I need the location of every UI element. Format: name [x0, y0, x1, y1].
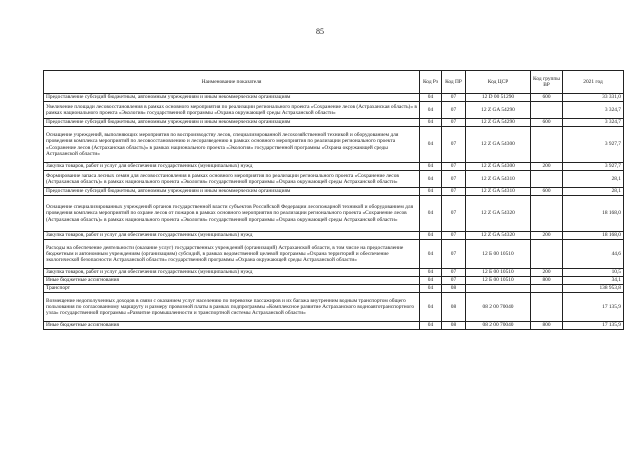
row-code-rz: 04 — [420, 127, 442, 163]
row-name: Иные бюджетные ассигнования — [44, 277, 420, 285]
row-code-vr: 600 — [531, 94, 563, 102]
row-code-csr: 08 2 00 70040 — [466, 322, 531, 330]
table-row — [44, 293, 624, 322]
row-code-pr: 07 — [442, 269, 466, 277]
row-code-vr — [531, 127, 563, 163]
row-code-rz: 04 — [420, 163, 442, 171]
row-amount-2021: 28,1 — [563, 188, 624, 196]
row-code-rz: 04 — [420, 293, 442, 322]
row-code-pr: 07 — [442, 119, 466, 127]
row-amount-2021: 33 331,0 — [563, 94, 624, 102]
row-name: Оснащение учреждений, выполняющих мероприятия по воспроизводству лесов, специализированной лесохозяйственной техникой и оборудованием для проведения комплекса мероприятий по лесовосстановлению и лесоразведению в рамках основного мероприятия по реализации регионального проекта «Сохранение лесов (Астраханская область)» в рамках национального проекта «Экология» государственной программы «Охрана окружающей среды Астраханской области» — [44, 127, 420, 163]
header-name: Наименование показателя — [44, 71, 420, 94]
row-code-vr — [531, 102, 563, 119]
table-row — [44, 102, 624, 119]
table-row — [44, 322, 624, 330]
row-code-vr — [531, 293, 563, 322]
row-code-pr: 08 — [442, 322, 466, 330]
row-name: Предоставление субсидий бюджетным, автономным учреждениям и иным некоммерческим организациям — [44, 188, 420, 196]
header-year-2021: 2021 год — [563, 71, 624, 94]
row-name: Расходы на обеспечение деятельности (оказание услуг) государственных учреждений (организаций) Астраханской области, в том числе на предоставление бюджетным и автономным учреждениям (организациям) субсидий, в рамках ведомственной целевой программы «Охрана территорий и обеспечение экологической безопасности Астраханской области» государственной программы «Охрана окружающей среды Астраханской области» — [44, 240, 420, 269]
row-code-csr — [466, 285, 531, 293]
row-name: Транспорт — [44, 285, 420, 293]
row-amount-2021: 3 927,7 — [563, 127, 624, 163]
table-row — [44, 94, 624, 102]
table-row — [44, 127, 624, 163]
table-row — [44, 232, 624, 240]
row-code-pr: 07 — [442, 127, 466, 163]
row-code-csr: 12 Z GA 54310 — [466, 171, 531, 188]
row-code-csr: 12 D 00 51290 — [466, 94, 531, 102]
row-code-csr: 12 Б 00 10510 — [466, 277, 531, 285]
table-header-row — [44, 71, 624, 94]
row-code-vr: 800 — [531, 322, 563, 330]
row-name: Закупка товаров, работ и услуг для обеспечения государственных (муниципальных) нужд — [44, 163, 420, 171]
row-amount-2021: 18 168,0 — [563, 232, 624, 240]
header-code-csr: Код ЦСР — [466, 71, 531, 94]
row-code-pr: 07 — [442, 171, 466, 188]
header-code-rz: Код Рз — [420, 71, 442, 94]
table-row — [44, 171, 624, 188]
row-name: Оснащение специализированных учреждений органов государственной власти субъектов Российской Федерации лесопожарной техникой и оборудованием для проведения комплекса мероприятий по охране лесов от пожаров в рамках основного мероприятия по реализации регионального проекта «Сохранение лесов (Астраханская область)» в рамках национального проекта «Экология» государственной программы «Охрана окружающей среды Астраханской области» — [44, 196, 420, 232]
row-name: Возмещение недополученных доходов в связи с оказанием услуг населению по перевозке пассажиров и их багажа внутренним водным транспортом общего пользования по согласованному маршруту и размеру провозной платы в рамках подпрограммы «Комплексное развитие Астраханского водноавтотранспортного узла» государственной программы «Развитие промышленности и транспортной системы Астраханской области» — [44, 293, 420, 322]
row-code-rz: 04 — [420, 119, 442, 127]
row-amount-2021: 18 168,0 — [563, 196, 624, 232]
row-code-pr: 07 — [442, 102, 466, 119]
row-code-rz: 04 — [420, 102, 442, 119]
row-code-pr: 08 — [442, 285, 466, 293]
row-amount-2021: 10,5 — [563, 269, 624, 277]
row-amount-2021: 17 135,9 — [563, 293, 624, 322]
row-amount-2021: 44,6 — [563, 240, 624, 269]
row-code-rz: 04 — [420, 269, 442, 277]
row-code-vr: 600 — [531, 188, 563, 196]
row-code-csr: 12 Z GA 54320 — [466, 196, 531, 232]
row-code-rz: 04 — [420, 94, 442, 102]
row-code-rz: 04 — [420, 240, 442, 269]
row-code-csr: 12 Z GA 54310 — [466, 188, 531, 196]
page-number: 85 — [316, 27, 324, 36]
row-code-rz: 04 — [420, 196, 442, 232]
row-code-pr: 07 — [442, 277, 466, 285]
row-code-rz: 04 — [420, 285, 442, 293]
table-row — [44, 188, 624, 196]
row-code-rz: 04 — [420, 277, 442, 285]
row-name: Иные бюджетные ассигнования — [44, 322, 420, 330]
row-code-csr: 12 Z GA 54320 — [466, 232, 531, 240]
row-amount-2021: 3 324,7 — [563, 102, 624, 119]
row-amount-2021: 3 927,7 — [563, 163, 624, 171]
row-code-vr — [531, 196, 563, 232]
row-amount-2021: 28,1 — [563, 171, 624, 188]
row-code-vr — [531, 285, 563, 293]
row-code-vr — [531, 171, 563, 188]
row-code-rz: 04 — [420, 188, 442, 196]
table-row — [44, 240, 624, 269]
row-code-vr: 200 — [531, 163, 563, 171]
row-code-pr: 07 — [442, 196, 466, 232]
row-name: Закупка товаров, работ и услуг для обеспечения государственных (муниципальных) нужд — [44, 232, 420, 240]
row-code-pr: 07 — [442, 163, 466, 171]
row-code-vr: 200 — [531, 232, 563, 240]
table-row — [44, 196, 624, 232]
row-name: Увеличение площади лесовосстановления в рамках основного мероприятия по реализации регионального проекта «Сохранение лесов (Астраханская область)» в рамках национального проекта «Экология» государственной программы «Охрана окружающей среды Астраханской области» — [44, 102, 420, 119]
row-name: Предоставление субсидий бюджетным, автономным учреждениям и иным некоммерческим организациям — [44, 94, 420, 102]
table-row — [44, 163, 624, 171]
row-code-csr: 08 2 00 70040 — [466, 293, 531, 322]
header-code-vr: Код группы ВР — [531, 71, 563, 94]
row-code-csr: 12 Z GA 54290 — [466, 119, 531, 127]
row-name: Формирование запаса лесных семян для лесовосстановления в рамках основного мероприятия по реализации регионального проекта «Сохранение лесов (Астраханская область)» в рамках национального проекта «Экология» государственной программы «Охрана окружающей среды Астраханской области» — [44, 171, 420, 188]
row-code-vr: 800 — [531, 277, 563, 285]
row-amount-2021: 3 324,7 — [563, 119, 624, 127]
row-code-pr: 07 — [442, 240, 466, 269]
row-code-pr: 07 — [442, 188, 466, 196]
row-code-csr: 12 Б 00 10510 — [466, 269, 531, 277]
row-code-csr: 12 Z GA 54300 — [466, 163, 531, 171]
table-row — [44, 285, 624, 293]
row-code-vr: 200 — [531, 269, 563, 277]
header-code-pr: Код ПР — [442, 71, 466, 94]
row-amount-2021: 17 135,9 — [563, 322, 624, 330]
budget-table — [43, 70, 624, 330]
row-code-pr: 08 — [442, 293, 466, 322]
row-amount-2021: 138 953,8 — [563, 285, 624, 293]
row-amount-2021: 34,1 — [563, 277, 624, 285]
row-code-csr: 12 Z GA 54300 — [466, 127, 531, 163]
row-code-rz: 04 — [420, 322, 442, 330]
table-row — [44, 269, 624, 277]
row-code-pr: 07 — [442, 232, 466, 240]
row-code-rz: 04 — [420, 232, 442, 240]
row-code-csr: 12 Б 00 10510 — [466, 240, 531, 269]
row-code-csr: 12 Z GA 54290 — [466, 102, 531, 119]
row-code-rz: 04 — [420, 171, 442, 188]
row-name: Закупка товаров, работ и услуг для обеспечения государственных (муниципальных) нужд — [44, 269, 420, 277]
table-row — [44, 277, 624, 285]
row-name: Предоставление субсидий бюджетным, автономным учреждениям и иным некоммерческим организациям — [44, 119, 420, 127]
row-code-pr: 07 — [442, 94, 466, 102]
row-code-vr: 600 — [531, 119, 563, 127]
row-code-vr — [531, 240, 563, 269]
table-row — [44, 119, 624, 127]
